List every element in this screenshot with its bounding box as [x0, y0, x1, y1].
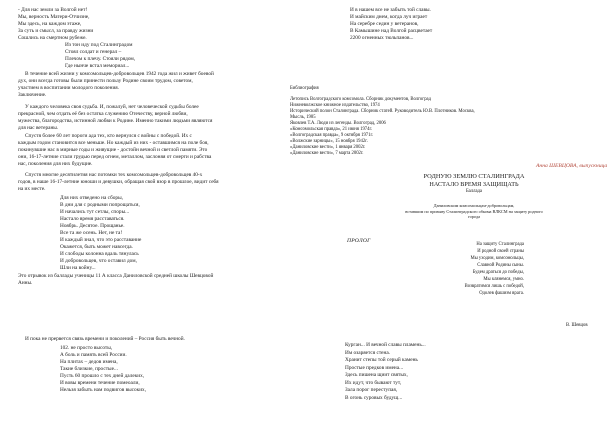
- right-page: [290, 0, 607, 424]
- bibliography-item: Яковлев Т.А. Люди из легенды. Волгоград, 2006: [290, 121, 386, 126]
- bibliography-item: «Волгоградская правда», 9 октября 1971г.: [290, 133, 374, 138]
- poem-line: Зала порог переступая,: [345, 387, 398, 393]
- paragraph-line: нас, поколения для них будущие.: [18, 161, 93, 167]
- poem-line: Все та же осень. Нет, не та!: [60, 230, 123, 236]
- bibliography-item: «Волжские зарницы», 15 ноября 1942г.: [290, 139, 368, 144]
- poem-line: Ноябрь. Десятое. Прощанье.: [60, 223, 125, 229]
- epigraph-line: Славной Родины сыны.: [477, 263, 524, 268]
- bibliography-item: Летопись Волгоградского комсомола. Сборник документов, Волгоград: [290, 97, 432, 102]
- paragraph-line: Это отрывок из баллады ученицы 11 А класса Даниловской средней школы Шевцовой: [18, 273, 214, 279]
- poem-line: И майским днем, когда луч играет: [350, 14, 428, 20]
- poem-line: Здесь пишена щиит святых,: [345, 372, 408, 378]
- poem-line: 2200 огненных тюльпанов...: [350, 35, 414, 41]
- poem-line: Шли на войну...: [60, 265, 96, 271]
- bibliography-item: «Даниловские вести», 1 января 2002г.: [290, 145, 366, 150]
- poem-line: Им озаряется стена.: [345, 349, 391, 356]
- bibliography-item: «Комсомольская правда», 21 июня 1974г.: [290, 127, 373, 132]
- poem-line: В огонь суровых будущ...: [345, 394, 403, 401]
- left-page: [0, 0, 300, 424]
- poem-line: Настало время расставаться.: [60, 216, 125, 222]
- poem-line: И вовы времени течение помеоали,: [60, 380, 140, 386]
- poem-line: 102. не просто высоты,: [60, 345, 113, 351]
- paragraph-line: Спустя более 60 лет пороги ада тех, кто вернулся с войны с победой. Их с: [25, 133, 192, 139]
- poem-line: Сошлись на смертном рубеже.: [18, 35, 87, 41]
- paragraph-line: У каждого человека своя судьба. И, пожалуй, нет человеческой судьбы более: [25, 104, 199, 110]
- paragraph-line: для нас ветераны.: [18, 125, 59, 131]
- epigraph-line: Одолев фашизм врага.: [479, 291, 524, 296]
- author-name: Анна ШЕВЦОВА, выпускница: [536, 163, 607, 169]
- poem-line: Где нынче встал мемориал...: [65, 63, 130, 69]
- paragraph-line: на их месте.: [18, 186, 46, 192]
- poem-line: Их идут, что бывают тут,: [345, 379, 402, 386]
- bibliography-item: Нижневолжское книжное издательство, 1974: [290, 103, 380, 108]
- poem-line: Мы, верность Матери-Отчизне,: [18, 14, 90, 20]
- poem-line: За суть и смысл, за правду жизни: [18, 28, 94, 34]
- epigraph-author: В. Шевцов: [566, 323, 588, 328]
- dedication-line: города: [467, 214, 481, 219]
- poem-line: Окажется, быть может навсегда.: [60, 244, 133, 250]
- paragraph-line: покинувшие нас в мирные годы и живущие - достойн вечной и светлой памяти. Это: [18, 147, 208, 153]
- bibliography-title: Библиография: [290, 86, 319, 91]
- poem-line: И слободы колонна вдаль тянулась: [60, 251, 139, 257]
- paragraph-line: Анны.: [18, 280, 33, 286]
- paragraph-line: дух, они всегда готовы были принести пользу Родине своим трудом, советом,: [18, 78, 193, 84]
- ballad-subtitle: Баллада: [465, 189, 483, 194]
- paragraph-line: прекрасной, чем отдать её без остатка служению Отечеству, верной любви,: [18, 111, 188, 117]
- bibliography-item: Мысль, 1985: [290, 115, 316, 120]
- poem-line: На плитах – дедов имена,: [60, 359, 118, 365]
- poem-line: И каждый знал, что это расставание: [60, 237, 142, 243]
- paragraph-line: они, 16-17-летние стали грудью перед огнем, металлом, заслоняя от смерти и рабства: [18, 154, 212, 160]
- bibliography-item: «Даниловские вести», 7 марта 2002г.: [290, 151, 364, 156]
- poem-line: Хранит степы той серый камень: [345, 357, 418, 363]
- paragraph-line: В течение всей жизни у комсомольцев-добровольцев 1942 года жил и живет боевой: [25, 71, 214, 77]
- poem-line: - Для нас земли за Волгой нет!: [18, 7, 88, 13]
- poem-line: И в нашем все не забыть той славы.: [350, 7, 431, 13]
- poem-line: Пусть 60 прошло с тех дней далеких,: [60, 373, 145, 379]
- poem-line: Стоял солдат и генерал –: [65, 49, 122, 55]
- ballad-title-line-1: РОДНУЮ ЗЕМЛЮ СТАЛИНГРАДА: [423, 173, 525, 180]
- paragraph-line: Заключение.: [18, 92, 47, 98]
- poem-line: А боль и память всей России.: [60, 352, 127, 358]
- poem-line: Мы здесь, на каждом этаже,: [18, 21, 82, 27]
- epigraph-line: И родной своей страны: [477, 249, 524, 254]
- epigraph-line: Мы клянемся, умно.: [483, 277, 524, 282]
- poem-line: На серебре седин у ветеранов,: [350, 21, 419, 27]
- poem-line: В дни для с родными попрощаться,: [60, 202, 140, 208]
- poem-line: Плечом к плечу. Стояли рядом,: [65, 56, 136, 62]
- paragraph-line: каждым годом становится все меньше. Но каждый из них - оставшимся на поле боя,: [18, 140, 209, 146]
- poem-line: Курган... И вечной славы пламень...: [345, 342, 426, 348]
- paragraph-eternal-russia: И пока не прервется связь времени и поколений – Россия быть вечной.: [25, 336, 185, 342]
- epigraph-line: На защиту Сталинграда: [476, 242, 524, 247]
- poem-line: Такие близкие, простые...: [60, 366, 118, 372]
- dedication-line: Даниловским комсомольцам-добровольцам,: [433, 203, 515, 208]
- bibliography-item: Исторический полон Сталинграда. Сборник статей. Руководитель Ю.В. Плотников. Москва,: [290, 109, 475, 114]
- epigraph-line: Будем драться до победы,: [472, 270, 524, 275]
- dedication-line: вставшим по призыву Сталинградского обкома ВЛКСМ на защиту родного: [405, 208, 543, 214]
- poem-line: И начались тут сетлы, споры...: [60, 209, 130, 215]
- paragraph-line: годов, в наше 16-17-летние юноши и девушки, обращая свой взор в прошлое, видит себя: [18, 179, 219, 185]
- paragraph-line: мужества, благородства, истинной любви к Родине. Именно такими людьми являются: [18, 118, 213, 124]
- poem-line: Для них отведено на сборы,: [60, 195, 123, 201]
- poem-line: И добровольцев, что оставил дом,: [60, 258, 137, 264]
- epigraph-line: Мы уходим, комсомольцы,: [470, 256, 524, 261]
- paragraph-line: Спустя многие десятилетия нас потомки тех комсомольцев-добровольцев 40-х: [25, 172, 203, 178]
- ballad-title-line-2: НАСТАЛО ВРЕМЯ ЗАЩИЩАТЬ: [429, 181, 519, 188]
- poem-line: В Камышине над Волгой расцветает: [350, 28, 433, 34]
- paragraph-line: участием в воспитании молодого поколения.: [18, 85, 120, 91]
- poem-line: Нельзя забыть нам подвигов высоких,: [60, 387, 147, 393]
- poem-line: Простые предков имена...: [345, 364, 404, 371]
- epigraph-line: Возвратимся лишь с победой,: [464, 284, 524, 289]
- poem-line: Из тон иду под Сталинградом: [65, 42, 133, 48]
- prolog-heading: ПРОЛОГ: [347, 238, 371, 244]
